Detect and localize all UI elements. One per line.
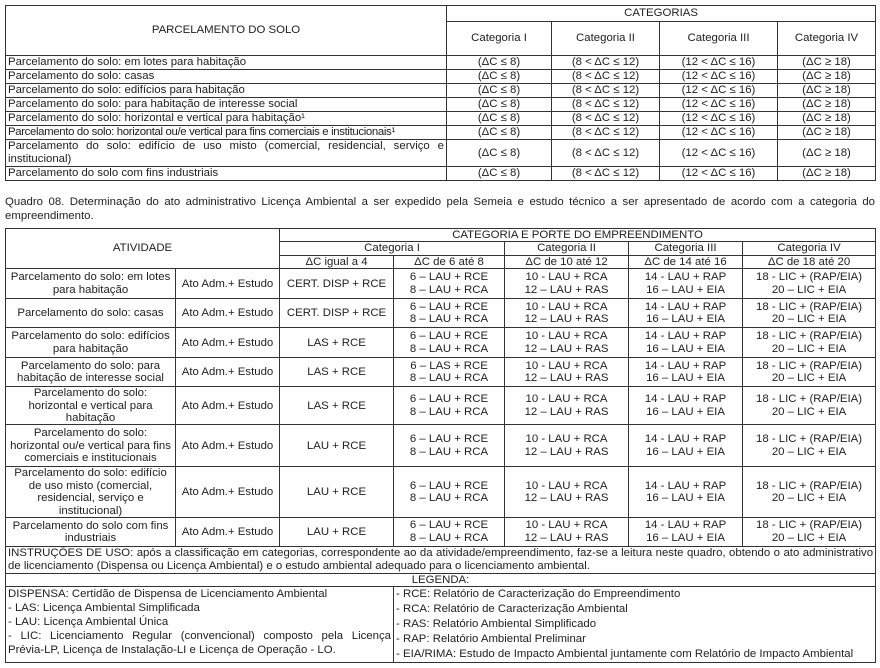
table2-c1820 (743, 358, 876, 387)
table2-cat-1: Categoria I (280, 242, 505, 255)
table1-row (6, 56, 876, 70)
table1-cell: (8 < ΔC ≤ 12) (552, 112, 660, 126)
table2-cell-line: 12 – LAU + RAS (524, 342, 609, 355)
table1-cell: (ΔC ≥ 18) (778, 56, 876, 70)
table2-activity: Parcelamento do solo com fins industriais (6, 518, 176, 547)
table2-cell-line: 8 – LAU + RCA (409, 342, 489, 355)
table1-cell: (ΔC ≤ 8) (447, 56, 552, 70)
table2-cell-line: 20 – LIC + EIA (771, 532, 847, 545)
table2-ato: Ato Adm.+ Estudo (176, 328, 280, 358)
table2-cell-line: 8 – LAU + RCA (409, 532, 489, 545)
table2-cell-line: 6 – LAS + RCE (410, 359, 488, 372)
table2-c4: LAU + RCE (280, 425, 394, 467)
table2-ato: Ato Adm.+ Estudo (176, 299, 280, 328)
table2-activity: Parcelamento do solo: em lotes para habitação (6, 269, 176, 299)
table1-cell: (8 < ΔC ≤ 12) (552, 140, 660, 167)
table2-row (6, 425, 876, 467)
legend-lau: - LAU: Licença Ambiental Única (8, 616, 169, 629)
table1-cell: (12 < ΔC ≤ 16) (660, 140, 778, 167)
table2-cell-line: 10 - LAU + RCA (525, 393, 608, 406)
table2-body (6, 269, 876, 547)
table2-cell-line: 20 – LIC + EIA (771, 283, 847, 296)
table1-cell: (8 < ΔC ≤ 12) (552, 167, 660, 181)
table2-ato: Ato Adm.+ Estudo (176, 358, 280, 387)
table1-row (6, 70, 876, 84)
table2-ato: Ato Adm.+ Estudo (176, 269, 280, 299)
table2-c68 (394, 269, 505, 299)
table2-cell-line: 12 – LAU + RAS (524, 313, 609, 326)
table2-cell-line: 6 – LAU + RCE (409, 519, 489, 532)
table2-c1416 (629, 358, 743, 387)
table2-c1820 (743, 299, 876, 328)
table2-cell-line: 8 – LAU + RCA (409, 405, 489, 418)
legend-eia-rima: - EIA/RIMA: Estudo de Impacto Ambiental juntamente com Relatório de Impacto Ambiental (396, 648, 854, 661)
table2-cell-line: 18 - LIC + (RAP/EIA) (756, 393, 863, 406)
table2-cell-line: 8 – LAU + RCA (409, 313, 489, 326)
table2-c1820 (743, 387, 876, 425)
table2-ato: Ato Adm.+ Estudo (176, 425, 280, 467)
table2-cell-line: 6 – LAU + RCE (409, 330, 489, 343)
table2-row (6, 518, 876, 547)
table2-cell-line: 20 – LIC + EIA (771, 372, 847, 385)
table2-ato: Ato Adm.+ Estudo (176, 518, 280, 547)
table1-cell: (ΔC ≥ 18) (778, 112, 876, 126)
table2-cell-line: 8 – LAU + RCA (409, 445, 489, 458)
table2-c4: LAU + RCE (280, 467, 394, 518)
table1-cell: (8 < ΔC ≤ 12) (552, 56, 660, 70)
table2-cell-line: 12 – LAU + RAS (524, 492, 609, 505)
table1-cell: (ΔC ≤ 8) (447, 167, 552, 181)
table2-cell-line: 18 - LIC + (RAP/EIA) (756, 519, 863, 532)
table2-c1012 (505, 299, 629, 328)
table2-c68 (394, 467, 505, 518)
table2-cell-line: 10 - LAU + RCA (525, 300, 608, 313)
table1-row-label: Parcelamento do solo: edifício de uso misto (comercial, residencial, serviço e institucional) (6, 140, 447, 167)
table1-cell: (ΔC ≥ 18) (778, 140, 876, 167)
table2-sub-10-12: ΔC de 10 até 12 (505, 255, 629, 268)
table2-c4: CERT. DISP + RCE (280, 269, 394, 299)
table2-row (6, 328, 876, 358)
table2-cell-line: 16 – LAU + EIA (646, 532, 725, 545)
table2-c68 (394, 387, 505, 425)
table2-cell-line: 12 – LAU + RAS (524, 405, 609, 418)
table1-cell: (ΔC ≤ 8) (447, 70, 552, 84)
table2-cell-line: 18 - LIC + (RAP/EIA) (756, 271, 863, 284)
legend-title: LEGENDA: (6, 574, 876, 587)
legend-ras: - RAS: Relatório Ambiental Simplificado (396, 618, 597, 631)
table1-cell: (12 < ΔC ≤ 16) (660, 98, 778, 112)
table1-row-label: Parcelamento do solo: edifícios para habitação (6, 84, 447, 98)
table1-row (6, 98, 876, 112)
table2-cell-line: 14 - LAU + RAP (644, 330, 727, 343)
legend-rca: - RCA: Relatório de Caracterização Ambiental (396, 603, 628, 616)
table2-cell-line: 12 – LAU + RAS (524, 372, 609, 385)
table1-row-label: Parcelamento do solo: horizontal ou/e vertical para fins comerciais e institucionais¹ (6, 126, 447, 140)
table2-activity: Parcelamento do solo: edifícios para habitação (6, 328, 176, 358)
table1-header-categorias: CATEGORIAS (447, 6, 876, 22)
table1-row-label: Parcelamento do solo: horizontal e vertical para habitação¹ (6, 112, 447, 126)
table1-cell: (8 < ΔC ≤ 12) (552, 84, 660, 98)
table2-cell-line: 10 - LAU + RCA (525, 271, 608, 284)
table2-c4: LAS + RCE (280, 387, 394, 425)
table2-cell-line: 16 – LAU + EIA (646, 405, 725, 418)
table2-cell-line: 10 - LAU + RCA (525, 330, 608, 343)
table2-activity: Parcelamento do solo: para habitação de interesse social (6, 358, 176, 387)
table2-c1416 (629, 299, 743, 328)
table1-row-label: Parcelamento do solo: em lotes para habitação (6, 56, 447, 70)
table2-c68 (394, 518, 505, 547)
table1-row (6, 84, 876, 98)
table2-activity: Parcelamento do solo: horizontal ou/e vertical para fins comerciais e institucionais (6, 425, 176, 467)
table2-cell-line: 14 - LAU + RAP (644, 433, 727, 446)
table2-cell-line: 6 – LAU + RCE (409, 393, 489, 406)
table2-activity: Parcelamento do solo: edifício de uso misto (comercial, residencial, serviço e institucional) (6, 467, 176, 518)
table1-cell: (ΔC ≤ 8) (447, 126, 552, 140)
table2-cell-line: 18 - LIC + (RAP/EIA) (756, 479, 863, 492)
table2-c1820 (743, 467, 876, 518)
table1-cell: (ΔC ≥ 18) (778, 70, 876, 84)
table1-cell: (ΔC ≤ 8) (447, 112, 552, 126)
table1-row-label: Parcelamento do solo: para habitação de interesse social (6, 98, 447, 112)
table2-header-atividade: ATIVIDADE (6, 229, 280, 269)
table2-c1012 (505, 387, 629, 425)
table2-c1820 (743, 269, 876, 299)
table2-c4: LAU + RCE (280, 518, 394, 547)
table1-cat-2: Categoria II (552, 22, 660, 56)
table2-cell-line: 18 - LIC + (RAP/EIA) (756, 359, 863, 372)
table1-cell: (ΔC ≥ 18) (778, 167, 876, 181)
table2-c68 (394, 358, 505, 387)
table2-sub-18-20: ΔC de 18 até 20 (743, 255, 876, 268)
table2-cell-line: 14 - LAU + RAP (644, 359, 727, 372)
table2-c1416 (629, 425, 743, 467)
table2-sub-14-16: ΔC de 14 até 16 (629, 255, 743, 268)
legend-rce: - RCE: Relatório de Caracterização do Empreendimento (396, 588, 681, 601)
table2-cell-line: 20 – LIC + EIA (771, 405, 847, 418)
legend-right (394, 587, 876, 663)
table1-cell: (8 < ΔC ≤ 12) (552, 70, 660, 84)
table2-c1012 (505, 518, 629, 547)
table2-cell-line: 10 - LAU + RCA (525, 519, 608, 532)
table2-activity: Parcelamento do solo: horizontal e vertical para habitação (6, 387, 176, 425)
table2-c1012 (505, 425, 629, 467)
table1-cell: (ΔC ≤ 8) (447, 84, 552, 98)
table1-header-title: PARCELAMENTO DO SOLO (6, 6, 447, 56)
table2-c1416 (629, 269, 743, 299)
table2-cell-line: 14 - LAU + RAP (644, 300, 727, 313)
table1-cell: (ΔC ≥ 18) (778, 126, 876, 140)
table1-cell: (12 < ΔC ≤ 16) (660, 167, 778, 181)
parcelamento-categories-table (5, 5, 876, 181)
table2-c4: LAS + RCE (280, 358, 394, 387)
table2-cell-line: 16 – LAU + EIA (646, 445, 725, 458)
table2-c1416 (629, 387, 743, 425)
table2-cell-line: 18 - LIC + (RAP/EIA) (756, 330, 863, 343)
table2-cell-line: 6 – LAU + RCE (409, 300, 489, 313)
table2-cell-line: 12 – LAU + RAS (524, 283, 609, 296)
table2-cell-line: 20 – LIC + EIA (771, 492, 847, 505)
table2-cell-line: 14 - LAU + RAP (644, 519, 727, 532)
table1-cat-1: Categoria I (447, 22, 552, 56)
table2-c1012 (505, 467, 629, 518)
table1-cell: (12 < ΔC ≤ 16) (660, 112, 778, 126)
table2-c1820 (743, 328, 876, 358)
table2-cell-line: 16 – LAU + EIA (646, 313, 725, 326)
table2-c1012 (505, 269, 629, 299)
legend-left (6, 587, 394, 663)
table1-row (6, 112, 876, 126)
table1-row (6, 167, 876, 181)
table2-row (6, 387, 876, 425)
legend-dispensa: DISPENSA: Certidão de Dispensa de Licenciamento Ambiental (8, 588, 328, 601)
table2-sub-4: ΔC igual a 4 (280, 255, 394, 268)
table2-cat-3: Categoria III (629, 242, 743, 255)
table2-ato: Ato Adm.+ Estudo (176, 387, 280, 425)
table1-cell: (ΔC ≥ 18) (778, 98, 876, 112)
table2-c1416 (629, 467, 743, 518)
table2-c1012 (505, 328, 629, 358)
table2-cell-line: 12 – LAU + RAS (524, 532, 609, 545)
table2-cell-line: 8 – LAU + RCA (409, 372, 489, 385)
table2-cell-line: 20 – LIC + EIA (771, 342, 847, 355)
table2-row (6, 269, 876, 299)
table2-cell-line: 6 – LAU + RCE (409, 479, 489, 492)
table2-cell-line: 6 – LAU + RCE (409, 433, 489, 446)
table2-c1416 (629, 328, 743, 358)
table2-cell-line: 14 - LAU + RAP (644, 393, 727, 406)
table1-cat-4: Categoria IV (778, 22, 876, 56)
table2-cell-line: 10 - LAU + RCA (525, 433, 608, 446)
table2-cell-line: 20 – LIC + EIA (771, 313, 847, 326)
table1-cell: (ΔC ≤ 8) (447, 98, 552, 112)
legend-rap: - RAP: Relatório Ambiental Preliminar (396, 633, 586, 646)
table2-cell-line: 18 - LIC + (RAP/EIA) (756, 433, 863, 446)
legend-lic: - LIC: Licenciamento Regular (convencional) composto pela Licença Prévia-LP, Licença de Instalação-LI e Licença de Operação - LO. (8, 630, 392, 657)
table1-body (6, 56, 876, 181)
table2-cell-line: 8 – LAU + RCA (409, 283, 489, 296)
table1-row-label: Parcelamento do solo: casas (6, 70, 447, 84)
table2-c4: LAS + RCE (280, 328, 394, 358)
table2-c68 (394, 425, 505, 467)
table1-cell: (12 < ΔC ≤ 16) (660, 70, 778, 84)
instructions-text: INSTRUÇÕES DE USO: após a classificação em categorias, correspondente ao da atividade/empreendimento, faz-se a leitura neste quadro, obtendo o ato administrativo de licenciamento (Dispensa ou Licença Ambiental) e o estudo ambiental adequado para o licenciamento ambiental. (6, 547, 876, 574)
table2-c1416 (629, 518, 743, 547)
table2-ato: Ato Adm.+ Estudo (176, 467, 280, 518)
licenca-ambiental-table (5, 228, 876, 663)
table2-row (6, 467, 876, 518)
table2-cell-line: 12 – LAU + RAS (524, 445, 609, 458)
table1-cell: (12 < ΔC ≤ 16) (660, 126, 778, 140)
table2-cell-line: 16 – LAU + EIA (646, 342, 725, 355)
table2-c1012 (505, 358, 629, 387)
table2-cell-line: 10 - LAU + RCA (525, 359, 608, 372)
table2-cat-4: Categoria IV (743, 242, 876, 255)
table1-row (6, 126, 876, 140)
table2-cell-line: 10 - LAU + RCA (525, 479, 608, 492)
table2-sub-6-8: ΔC de 6 até 8 (394, 255, 505, 268)
table2-c1820 (743, 518, 876, 547)
table2-cell-line: 8 – LAU + RCA (409, 492, 489, 505)
table2-row (6, 299, 876, 328)
table2-header-cat-porte: CATEGORIA E PORTE DO EMPREENDIMENTO (280, 229, 876, 242)
table2-cell-line: 16 – LAU + EIA (646, 492, 725, 505)
table2-c4: CERT. DISP + RCE (280, 299, 394, 328)
table1-cat-3: Categoria III (660, 22, 778, 56)
table2-cell-line: 18 - LIC + (RAP/EIA) (756, 300, 863, 313)
table2-c68 (394, 299, 505, 328)
table1-cell: (8 < ΔC ≤ 12) (552, 126, 660, 140)
table1-cell: (12 < ΔC ≤ 16) (660, 84, 778, 98)
table2-c1820 (743, 425, 876, 467)
table2-cell-line: 6 – LAU + RCE (409, 271, 489, 284)
table1-cell: (ΔC ≤ 8) (447, 140, 552, 167)
table1-row (6, 140, 876, 167)
table1-cell: (ΔC ≥ 18) (778, 84, 876, 98)
table2-cell-line: 20 – LIC + EIA (771, 445, 847, 458)
table2-c68 (394, 328, 505, 358)
table2-cell-line: 16 – LAU + EIA (646, 283, 725, 296)
legend-las: - LAS: Licença Ambiental Simplificada (8, 602, 200, 615)
table1-row-label: Parcelamento do solo com fins industriais (6, 167, 447, 181)
table2-cat-2: Categoria II (505, 242, 629, 255)
table1-cell: (8 < ΔC ≤ 12) (552, 98, 660, 112)
table2-cell-line: 14 - LAU + RAP (644, 271, 727, 284)
table1-cell: (12 < ΔC ≤ 16) (660, 56, 778, 70)
table2-activity: Parcelamento do solo: casas (6, 299, 176, 328)
quadro-caption: Quadro 08. Determinação do ato administrativo Licença Ambiental a ser expedido pela Semeia e estudo técnico a ser apresentado de acordo com a categoria do empreendimento. (5, 196, 875, 222)
table2-row (6, 358, 876, 387)
table2-cell-line: 16 – LAU + EIA (646, 372, 725, 385)
table2-cell-line: 14 - LAU + RAP (644, 479, 727, 492)
